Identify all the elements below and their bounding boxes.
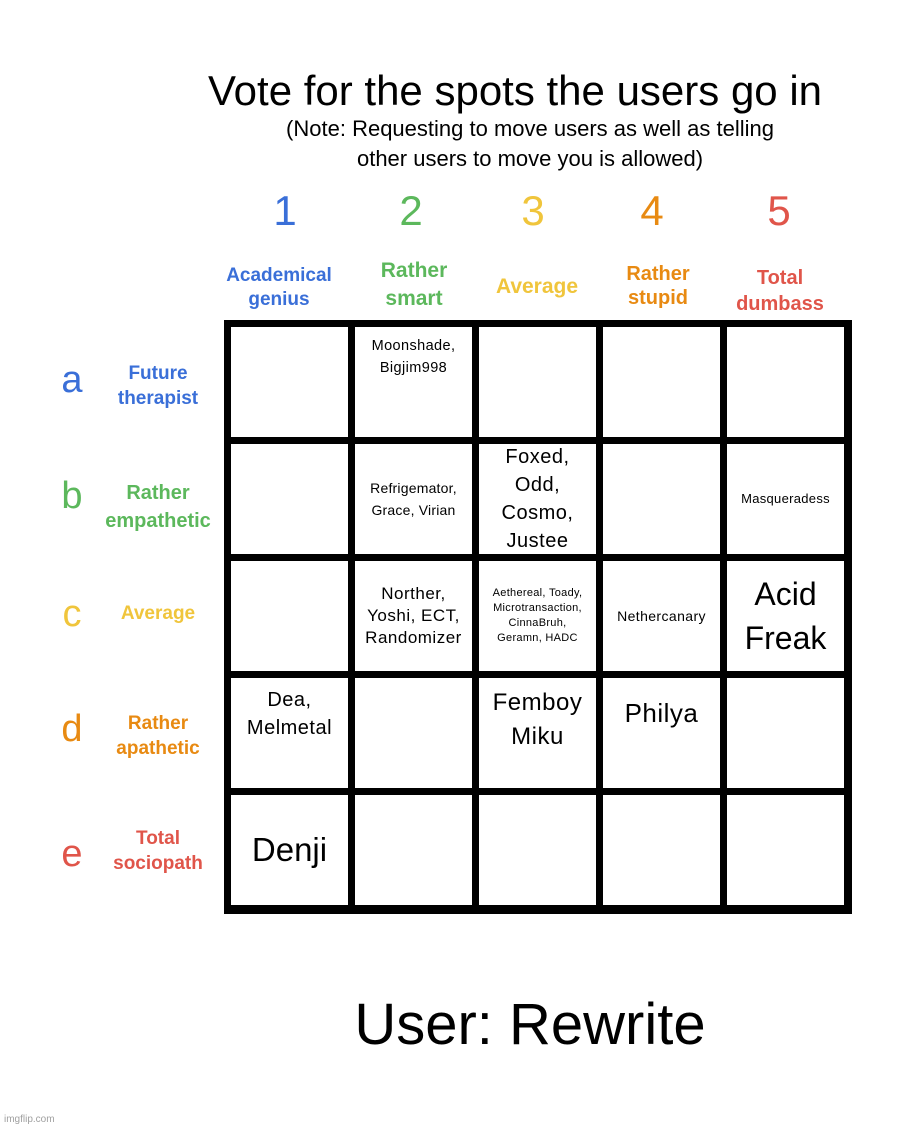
row-letter-a: a	[61, 359, 83, 401]
column-number-5: 5	[767, 187, 791, 234]
cell-e1[interactable]	[231, 795, 348, 905]
cell-e5[interactable]	[727, 795, 844, 905]
cell-e2[interactable]	[355, 795, 472, 905]
row-letter-c: c	[62, 593, 82, 635]
row-header-future-therapist: Future therapist	[117, 363, 199, 409]
column-number-1: 1	[273, 187, 297, 234]
cell-a4[interactable]	[603, 327, 720, 437]
cell-b3[interactable]	[479, 444, 596, 554]
cell-e4[interactable]	[603, 795, 720, 905]
cell-text: Moonshade, Bigjim998	[371, 338, 456, 376]
row-header-rather-apathetic: Rather apathetic	[116, 713, 200, 759]
cell-text: Dea, Melmetal	[246, 689, 333, 739]
cell-c5[interactable]	[727, 561, 844, 671]
column-header-rather-stupid: Rather stupid	[626, 263, 690, 309]
cell-a3[interactable]	[479, 327, 596, 437]
column-header-rather-smart: Rather smart	[380, 259, 448, 310]
cell-c4[interactable]	[603, 561, 720, 671]
cell-d4[interactable]	[603, 678, 720, 788]
page-title: Vote for the spots the users go in	[207, 67, 823, 114]
column-number-2: 2	[399, 187, 423, 234]
cell-text: Norther, Yoshi, ECT, Randomizer	[365, 584, 462, 647]
cell-c1[interactable]	[231, 561, 348, 671]
cell-text: Philya	[624, 698, 699, 728]
row-letter-b: b	[61, 475, 83, 517]
row-letter-d: d	[61, 708, 83, 750]
column-number-4: 4	[640, 187, 664, 234]
cell-d5[interactable]	[727, 678, 844, 788]
cell-d2[interactable]	[355, 678, 472, 788]
cell-c3[interactable]	[479, 561, 596, 671]
row-header-average: Average	[120, 603, 196, 624]
cell-c2[interactable]	[355, 561, 472, 671]
cell-b4[interactable]	[603, 444, 720, 554]
cell-text: Denji	[251, 831, 328, 868]
cell-a1[interactable]	[231, 327, 348, 437]
user-label: User: Rewrite	[354, 992, 706, 1057]
cell-text: Femboy Miku	[492, 689, 583, 750]
cell-a2[interactable]	[355, 327, 472, 437]
cell-e3[interactable]	[479, 795, 596, 905]
row-header-rather-empathetic: Rather empathetic	[105, 482, 211, 532]
cell-text: Refrigemator, Grace, Virian	[370, 480, 457, 518]
row-header-total-sociopath: Total sociopath	[113, 828, 203, 874]
watermark: imgflip.com	[4, 1114, 55, 1125]
cell-text: Acid Freak	[744, 576, 827, 656]
cell-d1[interactable]	[231, 678, 348, 788]
column-header-total-dumbass: Total dumbass	[736, 267, 824, 315]
cell-b2[interactable]	[355, 444, 472, 554]
cell-text: Foxed, Odd, Cosmo, Justee	[501, 446, 574, 552]
cell-d3[interactable]	[479, 678, 596, 788]
cell-b5[interactable]	[727, 444, 844, 554]
column-header-average: Average	[495, 275, 579, 298]
cell-b1[interactable]	[231, 444, 348, 554]
cell-text: Nethercanary	[617, 608, 706, 624]
row-letter-e: e	[61, 833, 83, 875]
cell-text: Masqueradess	[741, 491, 830, 506]
note-text: (Note: Requesting to move users as well as telling other users to move you is allowed)	[286, 116, 774, 171]
column-number-3: 3	[521, 187, 545, 234]
cell-a5[interactable]	[727, 327, 844, 437]
column-header-academical-genius: Academical genius	[226, 265, 332, 310]
alignment-grid	[224, 320, 852, 914]
cell-text: Aethereal, Toady, Microtransaction, CinnaBruh, Geramn, HADC	[492, 587, 583, 644]
